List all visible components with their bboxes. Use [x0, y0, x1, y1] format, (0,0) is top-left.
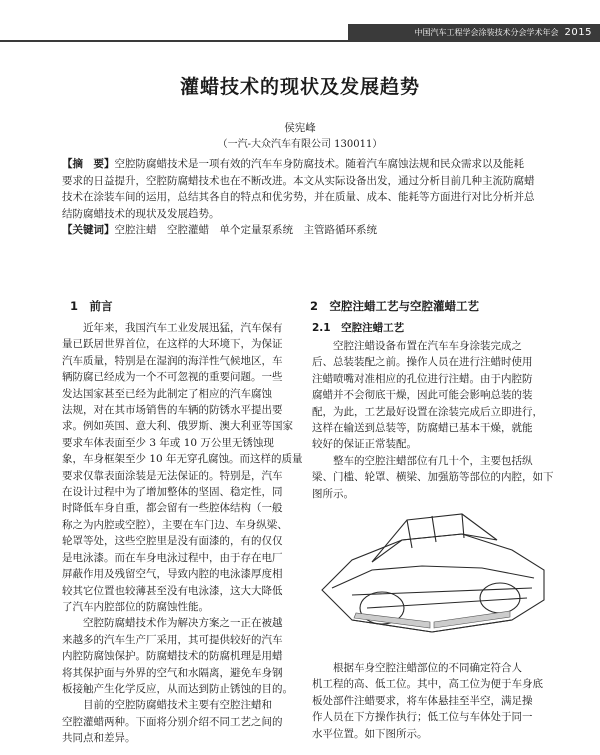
- text-line: 量已跃居世界首位，在这样的大环境下，为保证: [62, 338, 283, 351]
- text-line: 要求仅靠表面涂装是无法保证的。特别是，汽车: [62, 469, 283, 482]
- abstract: [62, 156, 550, 222]
- text-line: 腐蜡并不会彻底干燥，因此可能会影响总装的装: [312, 389, 533, 402]
- text-line: 共同点和差异。: [62, 732, 136, 745]
- abstract-line: 空腔防腐蜡技术是一项有效的汽车车身防腐技术。随着汽车腐蚀法规和民众需求以及能耗: [114, 158, 524, 170]
- text-line: 注蜡喷嘴对准相应的孔位进行注蜡。由于内腔防: [312, 372, 533, 385]
- section-1-body: [62, 320, 303, 747]
- abstract-line: 结防腐蜡技术的现状及发展趋势。: [62, 207, 220, 220]
- text-line: 这样在输送到总装等，防腐蜡已基本干燥，就能: [312, 422, 533, 435]
- roof-frame: [372, 514, 497, 562]
- text-line: 称之为内腔或空腔），主要在车门边、车身纵梁、: [62, 518, 288, 531]
- text-line: 法规，对在其市场销售的车辆的防锈水平提出要: [62, 404, 283, 417]
- text-line: 轮罩等处，这些空腔里是没有面漆的，有的仅仅: [62, 535, 283, 548]
- text-line: 作人员在下方操作执行；低工位与车体处于同一: [312, 711, 533, 724]
- floor-beam: [367, 598, 527, 608]
- text-line: 空腔防腐蜡技术作为解决方案之一正在被越: [62, 617, 283, 630]
- header-rule: [0, 40, 600, 42]
- section-2-heading: 2 空腔注蜡工艺与空腔灌蜡工艺: [310, 299, 479, 313]
- text-line: 空腔注蜡设备布置在汽车车身涂装完成之: [312, 340, 522, 352]
- text-line: 来越多的汽车生产厂采用，其可提供较好的汽车: [62, 633, 283, 646]
- car-body-figure: [312, 470, 554, 650]
- pillar: [432, 516, 436, 542]
- text-line: 时降低车身自重，都会留有一些腔体结构（一般: [62, 502, 283, 515]
- text-line: 求。例如英国、意大利、俄罗斯、澳大利亚等国家: [62, 420, 293, 433]
- text-line: 辆防腐已经成为一个不可忽视的重要问题。一些: [62, 371, 283, 384]
- text-line: 将其保护面与外界的空气和水隔离，避免车身钢: [62, 666, 283, 679]
- keywords: [62, 222, 550, 238]
- abstract-label: 【摘 要】: [62, 158, 115, 170]
- text-line: 在设计过程中为了增加整体的坚固、稳定性，同: [62, 486, 283, 499]
- journal-year: 2015: [564, 27, 592, 38]
- text-line: 较好的保证正常装配。: [312, 438, 417, 451]
- text-line: 板接触产生化学反应，从而达到防止锈蚀的目的。: [62, 682, 293, 695]
- text-line: 图所示。: [312, 487, 354, 500]
- text-line: 机工程的高、低工位。其中，高工位为便于车身底: [312, 678, 543, 691]
- text-line: 是电泳漆。而在车身电泳过程中，由于存在电厂: [62, 551, 283, 564]
- sill: [352, 620, 512, 632]
- rail: [332, 566, 534, 588]
- text-line: 根据车身空腔注蜡部位的不同确定符合人: [312, 662, 522, 674]
- text-line: 配，为此，工艺最好设置在涂装完成后立即进行，: [312, 405, 543, 418]
- text-line: 内腔防腐蚀保护。防腐蜡技术的防腐机理是用蜡: [62, 650, 283, 663]
- abstract-line: 技术在涂装车间的运用，总结其各自的特点和优劣势，并在质量、成本、能耗等方面进行对比分析并总: [62, 191, 535, 203]
- text-line: 象，车身框架至少 10 年无穿孔腐蚀。而这样的质量: [62, 453, 303, 466]
- text-line: 板处部件注蜡要求，将车体悬挂至半空，满足操: [312, 694, 533, 707]
- section-1-heading: 1 前言: [70, 299, 113, 313]
- text-line: 梁、门槛、轮罩、横梁、加强筋等部位的内腔，如下: [312, 471, 554, 484]
- section-2-body-b: [312, 660, 554, 742]
- keywords-text: 空腔注蜡 空腔灌蜡 单个定量泵系统 主管路循环系统: [114, 224, 377, 236]
- text-line: 要求车体表面至少 3 年或 10 万公里无锈蚀现: [62, 436, 274, 449]
- page-title: 灌蜡技术的现状及发展趋势: [179, 76, 420, 98]
- author: 侯宪峰: [284, 122, 316, 134]
- text-line: 了汽车内腔部位的防腐蚀性能。: [62, 600, 209, 613]
- text-line: 近年来，我国汽车工业发展迅猛，汽车保有: [62, 322, 283, 334]
- keywords-label: 【关键词】: [62, 224, 115, 236]
- affiliation: （一汽-大众汽车有限公司 130011）: [217, 139, 383, 150]
- text-line: 发达国家甚至已经为此制定了相应的汽车腐蚀: [62, 387, 272, 400]
- text-line: 较其它位置也较薄甚至没有电泳漆，这大大降低: [62, 584, 283, 597]
- pillar: [407, 520, 412, 548]
- text-line: 空腔灌蜡两种。下面将分别介绍不同工艺之间的: [62, 715, 283, 728]
- wheel-arch: [480, 583, 520, 613]
- text-line: 屏蔽作用及残留空气，导致内腔的电泳漆厚度相: [62, 568, 283, 581]
- text-line: 水平位置。如下图所示。: [312, 727, 428, 740]
- journal-name: 中国汽车工程学会涂装技术分会学术年会: [414, 28, 559, 37]
- text-line: 后、总装装配之前。操作人员在进行注蜡时使用: [312, 356, 533, 369]
- text-line: 整车的空腔注蜡部位有几十个，主要包括纵: [312, 454, 533, 467]
- text-line: 汽车质量，特别是在湿润的海洋性气候地区，车: [62, 354, 283, 367]
- journal-header: [348, 24, 600, 41]
- abstract-line: 要求的日益提升，空腔防腐蜡技术也在不断改进。本文从实际设备出发，通过分析目前几种主流防腐蜡: [62, 174, 535, 187]
- floor-beam: [352, 588, 532, 595]
- text-line: 目前的空腔防腐蜡技术主要有空腔注蜡和: [62, 699, 272, 712]
- section-2-1-heading: 2.1 空腔注蜡工艺: [312, 322, 405, 334]
